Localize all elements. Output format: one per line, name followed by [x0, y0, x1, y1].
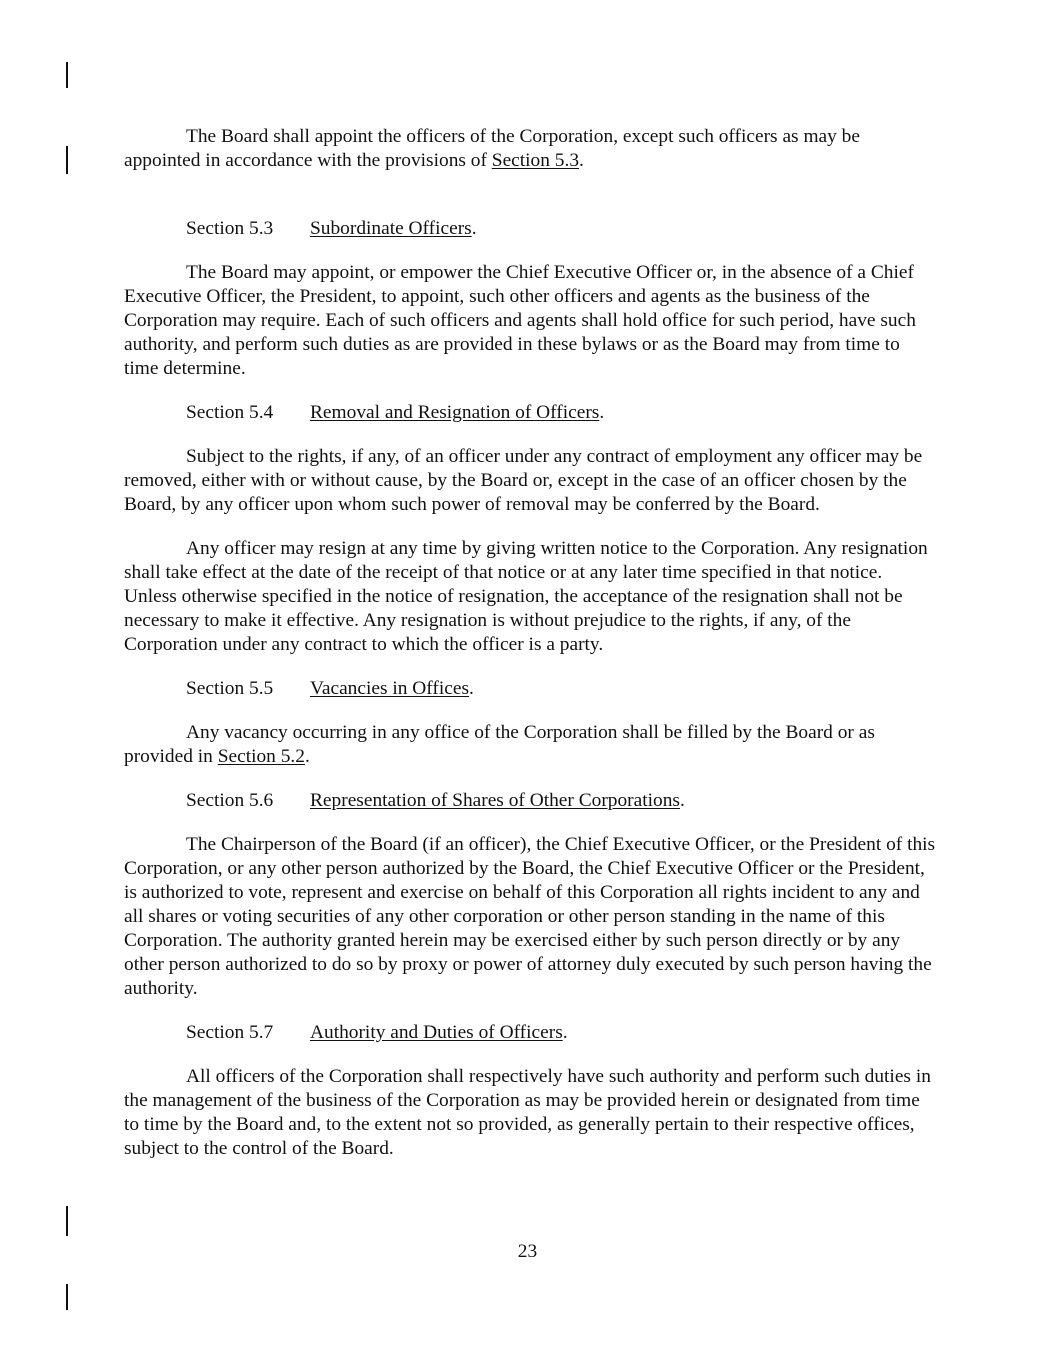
intro-text: The Board shall appoint the officers of the Corporation, except such officers as may be appointed in accordance with the provisions of	[124, 126, 860, 171]
section-paragraph: Any officer may resign at any time by giving written notice to the Corporation. Any resignation shall take effect at the date of the receipt of that notice or at any later time specified in that notice. Unless otherwise specified in the notice of resignation, the acceptance of the resignation shall not be necessary to make it effective. Any resignation is without prejudice to the rights, if any, of the Corporation under any contract to which the officer is a party.	[124, 538, 928, 655]
section-heading	[186, 789, 936, 813]
intro-paragraph	[124, 125, 936, 173]
section-heading	[186, 1021, 936, 1045]
section-title: Representation of Shares of Other Corporations	[310, 790, 680, 811]
section-title: Authority and Duties of Officers	[310, 1022, 563, 1043]
section-heading	[186, 401, 936, 425]
revision-bar	[66, 1284, 68, 1310]
section-reference-link[interactable]: Section 5.2	[217, 746, 305, 767]
section-number: Section 5.5	[186, 678, 274, 699]
paragraph-text: Any vacancy occurring in any office of the Corporation shall be filled by the Board or as provided in	[124, 722, 875, 767]
revision-bar	[66, 146, 68, 174]
section-paragraph: Subject to the rights, if any, of an officer under any contract of employment any officer may be removed, either with or without cause, by the Board or, except in the case of an officer chosen by the Board, by any officer upon whom such power of removal may be conferred by the Board.	[124, 446, 923, 515]
section-number: Section 5.3	[186, 218, 274, 239]
section-paragraph: All officers of the Corporation shall respectively have such authority and perform such duties in the management of the business of the Corporation as may be provided herein or designated from time to time by the Board and, to the extent not so provided, as generally pertain to their respective offices, subject to the control of the Board.	[124, 1066, 931, 1159]
section-title: Vacancies in Offices	[310, 678, 470, 699]
section-title: Removal and Resignation of Officers	[310, 402, 600, 423]
section-paragraph: The Board may appoint, or empower the Chief Executive Officer or, in the absence of a Chief Executive Officer, the President, to appoint, such other officers and agents as the business of the Corporation may require. Each of such officers and agents shall hold office for such period, have such authority, and perform such duties as are provided in these bylaws or as the Board may from time to time determine.	[124, 262, 916, 379]
heading-period: .	[469, 678, 474, 699]
section-number: Section 5.6	[186, 790, 274, 811]
section-paragraph: The Chairperson of the Board (if an officer), the Chief Executive Officer, or the President of this Corporation, or any other person authorized by the Board, the Chief Executive Officer or the President, is authorized to vote, represent and exercise on behalf of this Corporation all rights incident to any and all shares or voting securities of any other corporation or other person standing in the name of this Corporation. The authority granted herein may be exercised either by such person directly or by any other person authorized to do so by proxy or power of attorney duly executed by such person having the authority.	[124, 834, 936, 999]
heading-period: .	[562, 1022, 568, 1043]
section-heading	[186, 677, 936, 701]
section-number: Section 5.7	[186, 1022, 274, 1043]
section-reference-link[interactable]: Section 5.3	[491, 150, 580, 171]
heading-period: .	[599, 402, 605, 423]
revision-bar	[66, 1206, 68, 1236]
intro-text-end: .	[579, 150, 584, 171]
section-heading	[186, 217, 936, 241]
section-number: Section 5.4	[186, 402, 274, 423]
heading-period: .	[679, 790, 685, 811]
paragraph-text-end: .	[304, 746, 310, 767]
section-title: Subordinate Officers	[310, 218, 472, 239]
heading-period: .	[471, 218, 477, 239]
section-paragraph	[124, 721, 936, 769]
page-number: 23	[517, 1241, 538, 1262]
document-body	[124, 125, 936, 1161]
revision-bar	[66, 62, 68, 88]
